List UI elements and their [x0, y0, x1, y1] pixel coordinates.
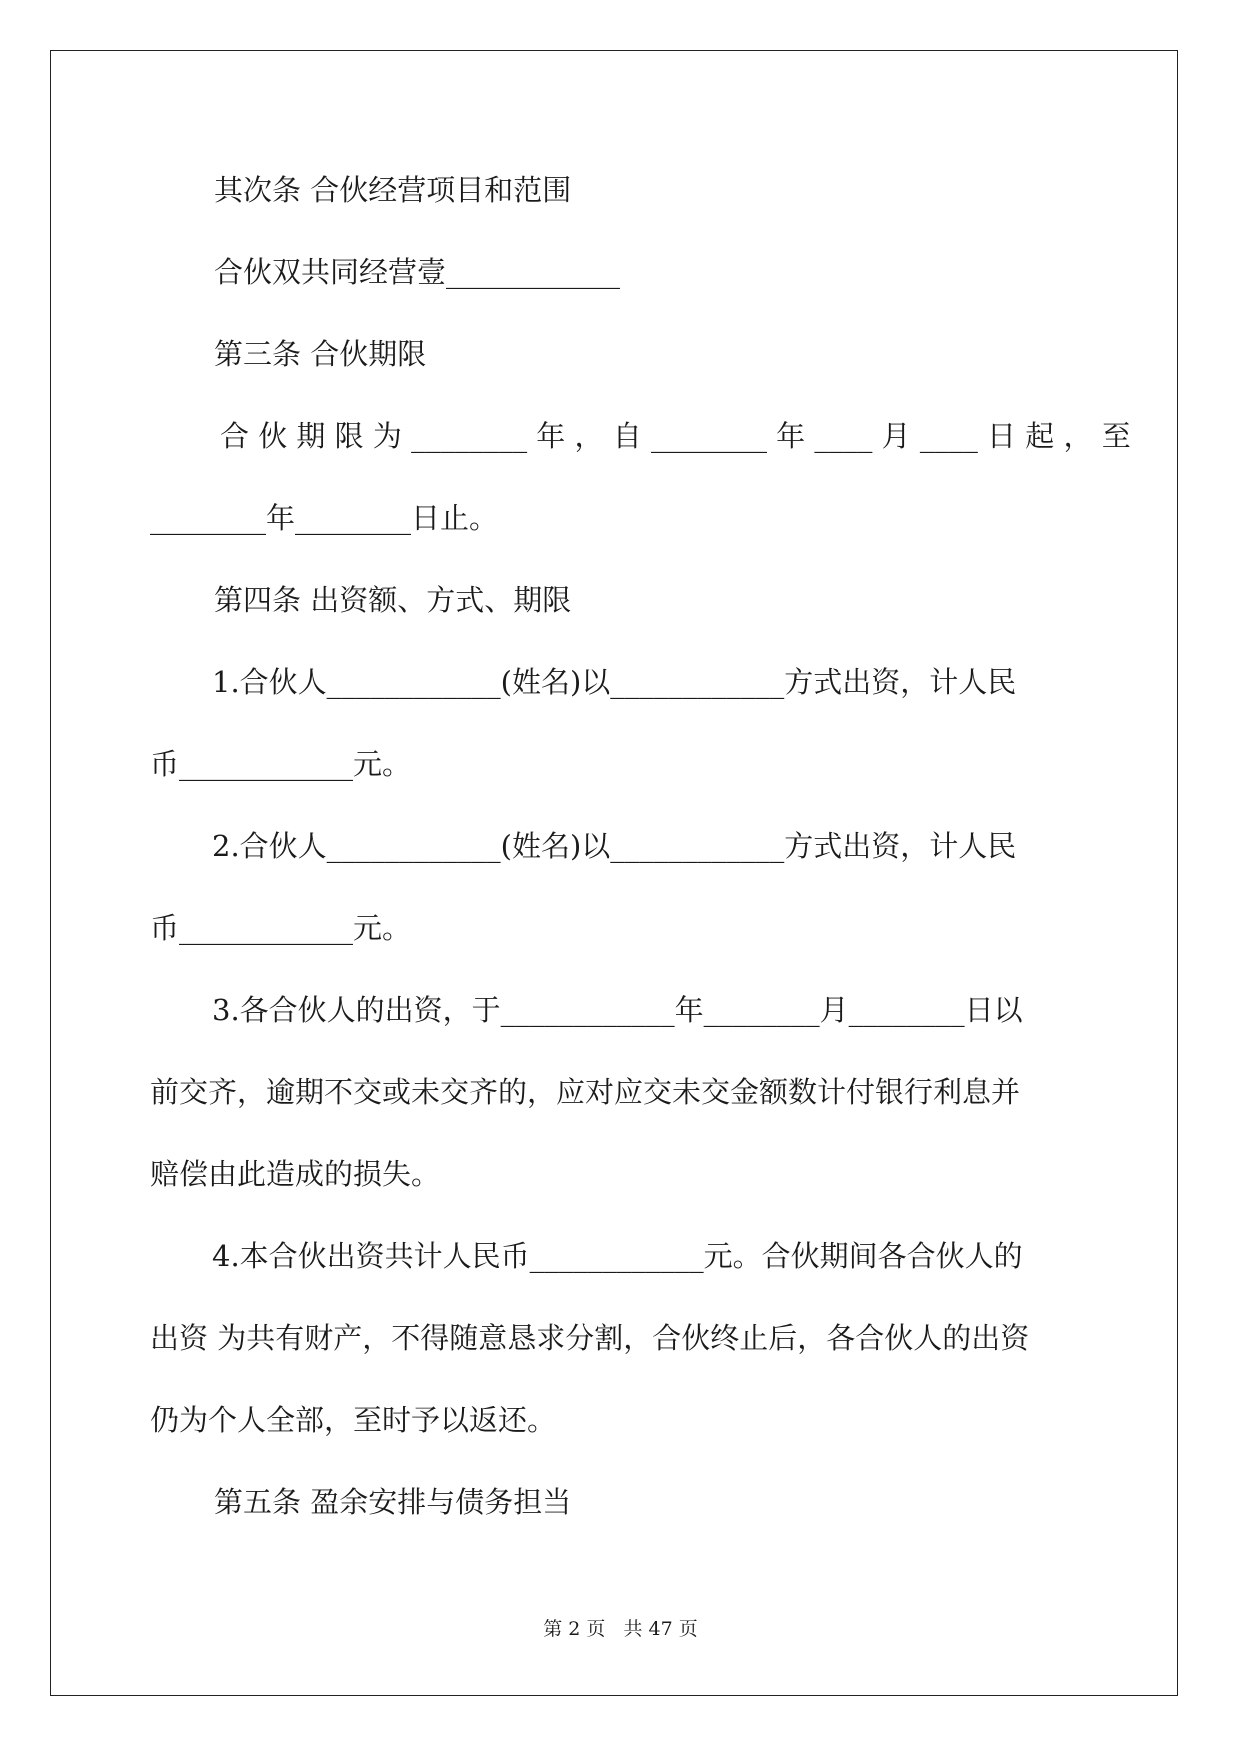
- clause-2-line2: 币____________元。: [150, 911, 412, 945]
- clause-1-line1: 1.合伙人____________(姓名)以____________方式出资，计人民: [212, 665, 1017, 699]
- page-border: [50, 50, 1178, 1696]
- article-3-body-line1: 合 伙 期 限 为 ________ 年 ， 自 ________ 年 ____ 月 ____ 日 起 ， 至: [220, 419, 1131, 453]
- clause-1-line2: 币____________元。: [150, 747, 412, 781]
- page-number: 第 2 页: [543, 1618, 606, 1640]
- clause-2-line1: 2.合伙人____________(姓名)以____________方式出资，计人民: [212, 829, 1017, 863]
- clause-3-line3: 赔偿由此造成的损失。: [150, 1157, 441, 1191]
- clause-4-line3: 仍为个人全部，至时予以返还。: [150, 1403, 557, 1437]
- article-4-heading: 第四条 出资额、方式、期限: [214, 583, 572, 617]
- article-3-heading: 第三条 合伙期限: [214, 337, 427, 371]
- article-2-heading: 其次条 合伙经营项目和范围: [214, 173, 572, 207]
- clause-4-line2: 出资 为共有财产，不得随意恳求分割，合伙终止后，各合伙人的出资: [150, 1321, 1030, 1355]
- page-footer: [0, 1614, 1241, 1641]
- article-3-body-line2: ________年________日止。: [150, 501, 499, 535]
- clause-4-line1: 4.本合伙出资共计人民币____________元。合伙期间各合伙人的: [212, 1239, 1023, 1273]
- page-total: 共 47 页: [623, 1618, 698, 1640]
- clause-3-line1: 3.各合伙人的出资，于____________年________月________日以: [212, 993, 1023, 1027]
- article-5-heading: 第五条 盈余安排与债务担当: [214, 1485, 572, 1519]
- clause-3-line2: 前交齐，逾期不交或未交齐的，应对应交未交金额数计付银行利息并: [150, 1075, 1021, 1109]
- article-2-body: 合伙双共同经营壹____________: [214, 255, 621, 289]
